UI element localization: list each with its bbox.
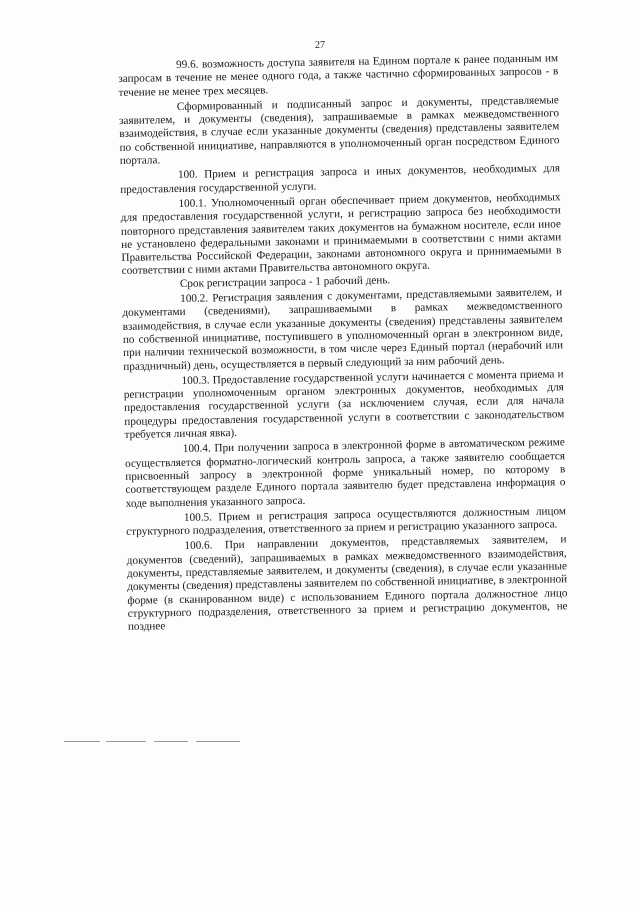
paragraph-100: 100. Прием и регистрация запроса и иных документов, необходимых для предоставления государственной услуги. bbox=[120, 162, 561, 196]
scan-artifact-line bbox=[154, 741, 188, 742]
paragraph-100-5: 100.5. Прием и регистрация запроса осуществляются должностным лицом структурного подразделения, ответственного за прием и регистрацию указанного запроса. bbox=[126, 505, 567, 539]
paragraph-100-3: 100.3. Предоставление государственной услуги начинается с момента приема и регистрации уполномоченным органом электронных документов, необходимых для предоставления государственной услуги (за исключением случая, если для начала процедуры предоставления государственной услуги в соответствии с законодательством требуется личная явка). bbox=[123, 368, 565, 441]
scan-artifact-line bbox=[106, 741, 146, 742]
document-body bbox=[118, 52, 568, 634]
paragraph-100-1: 100.1. Уполномоченный орган обеспечивает прием документов, необходимых для предоставления государственной услуги, и регистрацию запроса без необходимости повторного представления заявителем таких документов на бумажном носителе, если иное не установлено федеральными законами и принимаемыми в соответствии с ними актами Правительства Российской Федерации, законами автономного округа и принимаемыми в соответствии с ними актами Правительства автономного округа. bbox=[120, 191, 562, 278]
paragraph-100-2: 100.2. Регистрация заявления с документами, представляемыми заявителем, и документами (сведениями), запрашиваемыми в рамках межведомственного взаимодействия, в случае если указанные документы (сведения) представлены заявителем по собственной инициативе, поступившего в уполномоченный орган в электронном виде, при наличии технической возможности, в том числе через Единый портал (нерабочий или праздничный) день, осуществляется в первый следующий за ним рабочий день. bbox=[122, 286, 564, 373]
scan-artifact-line bbox=[196, 741, 240, 742]
scan-artifact-line bbox=[64, 741, 100, 742]
paragraph-registration-term: Срок регистрации запроса - 1 рабочий день. bbox=[179, 274, 391, 290]
paragraph-100-4: 100.4. При получении запроса в электронной форме в автоматическом режиме осуществляется форматно-логический контроль запроса, а также заявителю сообщается присвоенный запросу в электронной форме уникальный номер, по которому в соответствующем разделе Единого портала заявителю будет представлена информация о ходе выполнения указанного запроса. bbox=[124, 436, 566, 510]
paragraph-99-6: 99.6. возможность доступа заявителя на Едином портале к ранее поданным им запросам в течение не менее одного года, а также частично сформированных запросов - в течение не менее трех месяцев. bbox=[118, 52, 559, 99]
paragraph-100-6: 100.6. При направлении документов, представляемых заявителем, и документов (сведений), запрашиваемых в рамках межведомственного взаимодействия, документы, представляемые заявителем, и документы (сведения), в случае если указанные документы (сведения) представлены заявителем по собственной инициативе, в электронной форме (в сканированном виде) с использованием Единого портала должностное лицо структурного подразделения, ответственного за прием и регистрацию документов, не позднее bbox=[126, 533, 568, 634]
page-number: 27 bbox=[315, 40, 325, 51]
paragraph-submission: Сформированный и подписанный запрос и документы, представляемые заявителем, и документы (сведения), запрашиваемые в рамках межведомственного взаимодействия, в случае если указанные документы (сведения) представлены заявителем по собственной инициативе, направляются в уполномоченный орган посредством Единого портала. bbox=[118, 94, 560, 168]
